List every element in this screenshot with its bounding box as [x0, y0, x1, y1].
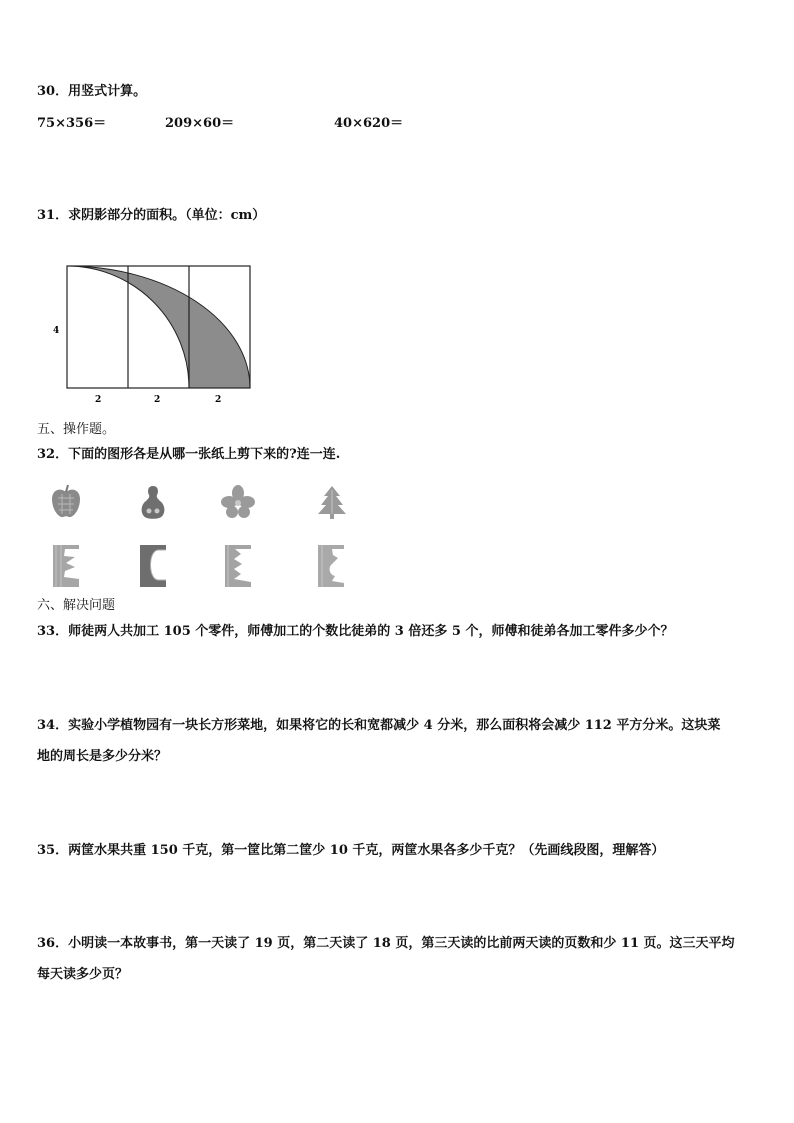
flower-icon [220, 484, 256, 520]
cut-paper-notch-icon [318, 545, 346, 587]
shaded-region [67, 266, 250, 388]
height-label: 4 [53, 326, 60, 336]
cut-paper-e-icon [53, 545, 81, 587]
q31-title: 31．求阴影部分的面积。（单位：cm） [37, 208, 266, 223]
width-label-2: 2 [154, 395, 161, 405]
section6-title: 六、解决问题 [37, 598, 116, 613]
q32-title: 32．下面的图形各是从哪一张纸上剪下来的?连一连. [37, 447, 341, 462]
q33-text: 33．师徒两人共加工 105 个零件，师傅加工的个数比徒弟的 3 倍还多 5 个，师傅和徒弟各加工零件多少个？ [37, 624, 674, 639]
width-label-1: 2 [95, 395, 102, 405]
gourd-icon [138, 484, 168, 520]
q34-line-1: 34．实验小学植物园有一块长方形菜地，如果将它的长和宽都减少 4 分米，那么面积将会减少 112 平方分米。这块菜 [37, 718, 721, 733]
section5-title: 五、操作题。 [37, 422, 116, 437]
q30-title: 30．用竖式计算。 [37, 84, 147, 99]
q35-text: 35．两筐水果共重 150 千克，第一筐比第二筐少 10 千克，两筐水果各多少千克？（先画线段图，理解答） [37, 843, 665, 858]
q30-expression-2: 209×60＝ [165, 116, 235, 131]
tree-icon [315, 484, 349, 520]
cut-paper-c-icon [140, 545, 168, 587]
q34-line-2: 地的周长是多少分米？ [37, 749, 168, 764]
q31-figure-svg [48, 258, 268, 408]
cut-paper-zigzag-icon [225, 545, 253, 587]
q30-expression-1: 75×356＝ [37, 116, 107, 131]
q36-line-2: 每天读多少页？ [37, 967, 129, 982]
width-label-3: 2 [215, 395, 222, 405]
q30-expression-3: 40×620＝ [334, 116, 404, 131]
q36-line-1: 36．小明读一本故事书，第一天读了 19 页，第二天读了 18 页，第三天读的比前两天读的页数和少 11 页。这三天平均 [37, 936, 735, 951]
q31-shaded-area-figure [48, 258, 268, 408]
apple-icon [50, 484, 82, 520]
